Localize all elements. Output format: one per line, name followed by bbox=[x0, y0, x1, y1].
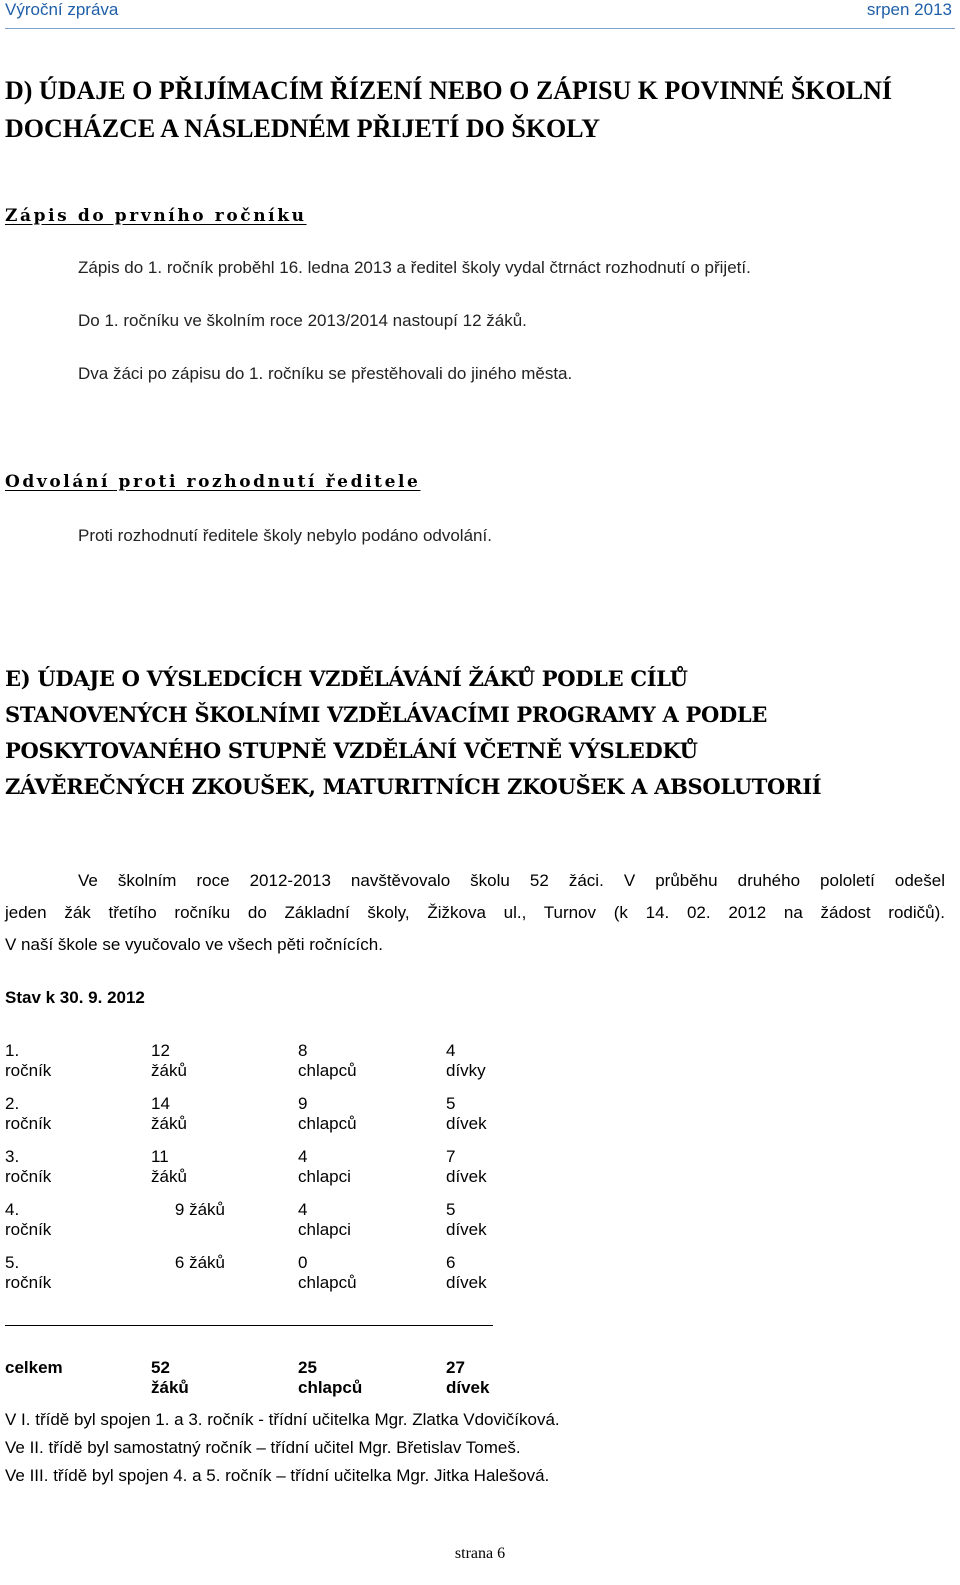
appeal-line: Proti rozhodnutí ředitele školy nebylo podáno odvolání. bbox=[78, 526, 492, 545]
pupils-cell: 14 žáků bbox=[151, 1094, 187, 1133]
boys-cell: 8 chlapců bbox=[298, 1041, 357, 1080]
enrolment-line: Dva žáci po zápisu do 1. ročníku se přestěhovali do jiného města. bbox=[78, 364, 573, 383]
boys-cell: 9 chlapců bbox=[298, 1094, 357, 1133]
grade-cell: 4. ročník bbox=[5, 1200, 52, 1239]
class-info-line: Ve III. třídě byl spojen 4. a 5. ročník – třídní učitelka Mgr. Jitka Halešová. bbox=[5, 1466, 550, 1485]
grade-cell: 5. ročník bbox=[5, 1253, 52, 1292]
section-e-title-line: ZÁVĚREČNÝCH ZKOUŠEK, MATURITNÍCH ZKOUŠEK A ABSOLUTORIÍ bbox=[5, 774, 822, 799]
class-info-line: V I. třídě byl spojen 1. a 3. ročník - třídní učitelka Mgr. Zlatka Vdovičíková. bbox=[5, 1410, 560, 1429]
header-date: srpen 2013 bbox=[866, 0, 952, 19]
total-girls: 27 dívek bbox=[446, 1358, 490, 1397]
header-rule bbox=[5, 28, 955, 29]
school-info-line: V naší škole se vyučovalo ve všech pěti ročnících. bbox=[5, 935, 383, 954]
enrolment-line: Zápis do 1. ročník proběhl 16. ledna 2013 a ředitel školy vydal čtrnáct rozhodnutí o přijetí. bbox=[78, 258, 751, 277]
girls-cell: 6 dívek bbox=[446, 1253, 487, 1292]
pupils-cell: 12 žáků bbox=[151, 1041, 187, 1080]
page-number: strana 6 bbox=[454, 1545, 506, 1562]
total-label: celkem bbox=[5, 1358, 63, 1377]
pupils-cell: 6 žáků bbox=[174, 1253, 225, 1272]
school-info-line: jeden žák třetího ročníku do Základní školy, Žižkova ul., Turnov (k 14. 02. 2012 na žádost rodičů). bbox=[5, 903, 945, 922]
class-info-line: Ve II. třídě byl samostatný ročník – třídní učitel Mgr. Břetislav Tomeš. bbox=[5, 1438, 521, 1457]
page-header bbox=[5, 0, 955, 27]
status-date-heading: Stav k 30. 9. 2012 bbox=[5, 988, 145, 1007]
girls-cell: 5 dívek bbox=[446, 1200, 487, 1239]
boys-cell: 4 chlapci bbox=[298, 1200, 351, 1239]
pupils-cell: 11 žáků bbox=[151, 1147, 187, 1186]
section-e-title-line: POSKYTOVANÉHO STUPNĚ VZDĚLÁNÍ VČETNĚ VÝSLEDKŮ bbox=[5, 738, 698, 763]
total-separator bbox=[5, 1325, 493, 1326]
pupils-cell: 9 žáků bbox=[174, 1200, 225, 1219]
section-e-title-line: E) ÚDAJE O VÝSLEDCÍCH VZDĚLÁVÁNÍ ŽÁKŮ PODLE CÍLŮ bbox=[5, 666, 688, 691]
subheading-enrolment: Zápis do prvního ročníku bbox=[5, 206, 307, 226]
header-title: Výroční zpráva bbox=[5, 0, 119, 19]
section-d-title-line-1: D) ÚDAJE O PŘIJÍMACÍM ŘÍZENÍ NEBO O ZÁPISU K POVINNÉ ŠKOLNÍ bbox=[5, 76, 892, 105]
total-pupils: 52 žáků bbox=[151, 1358, 189, 1397]
subheading-appeal: Odvolání proti rozhodnutí ředitele bbox=[5, 472, 421, 492]
enrolment-line: Do 1. ročníku ve školním roce 2013/2014 nastoupí 12 žáků. bbox=[78, 311, 527, 330]
section-d-title-line-2: DOCHÁZCE A NÁSLEDNÉM PŘIJETÍ DO ŠKOLY bbox=[5, 114, 600, 143]
girls-cell: 7 dívek bbox=[446, 1147, 487, 1186]
school-info-line: Ve školním roce 2012-2013 navštěvovalo školu 52 žáci. V průběhu druhého pololetí odešel bbox=[78, 871, 945, 890]
boys-cell: 4 chlapci bbox=[298, 1147, 351, 1186]
grade-cell: 1. ročník bbox=[5, 1041, 52, 1080]
girls-cell: 5 dívek bbox=[446, 1094, 487, 1133]
grade-cell: 3. ročník bbox=[5, 1147, 52, 1186]
girls-cell: 4 dívky bbox=[446, 1041, 486, 1080]
boys-cell: 0 chlapců bbox=[298, 1253, 357, 1292]
section-e-title-line: STANOVENÝCH ŠKOLNÍMI VZDĚLÁVACÍMI PROGRAMY A PODLE bbox=[5, 702, 768, 727]
grade-cell: 2. ročník bbox=[5, 1094, 52, 1133]
total-boys: 25 chlapců bbox=[298, 1358, 363, 1397]
